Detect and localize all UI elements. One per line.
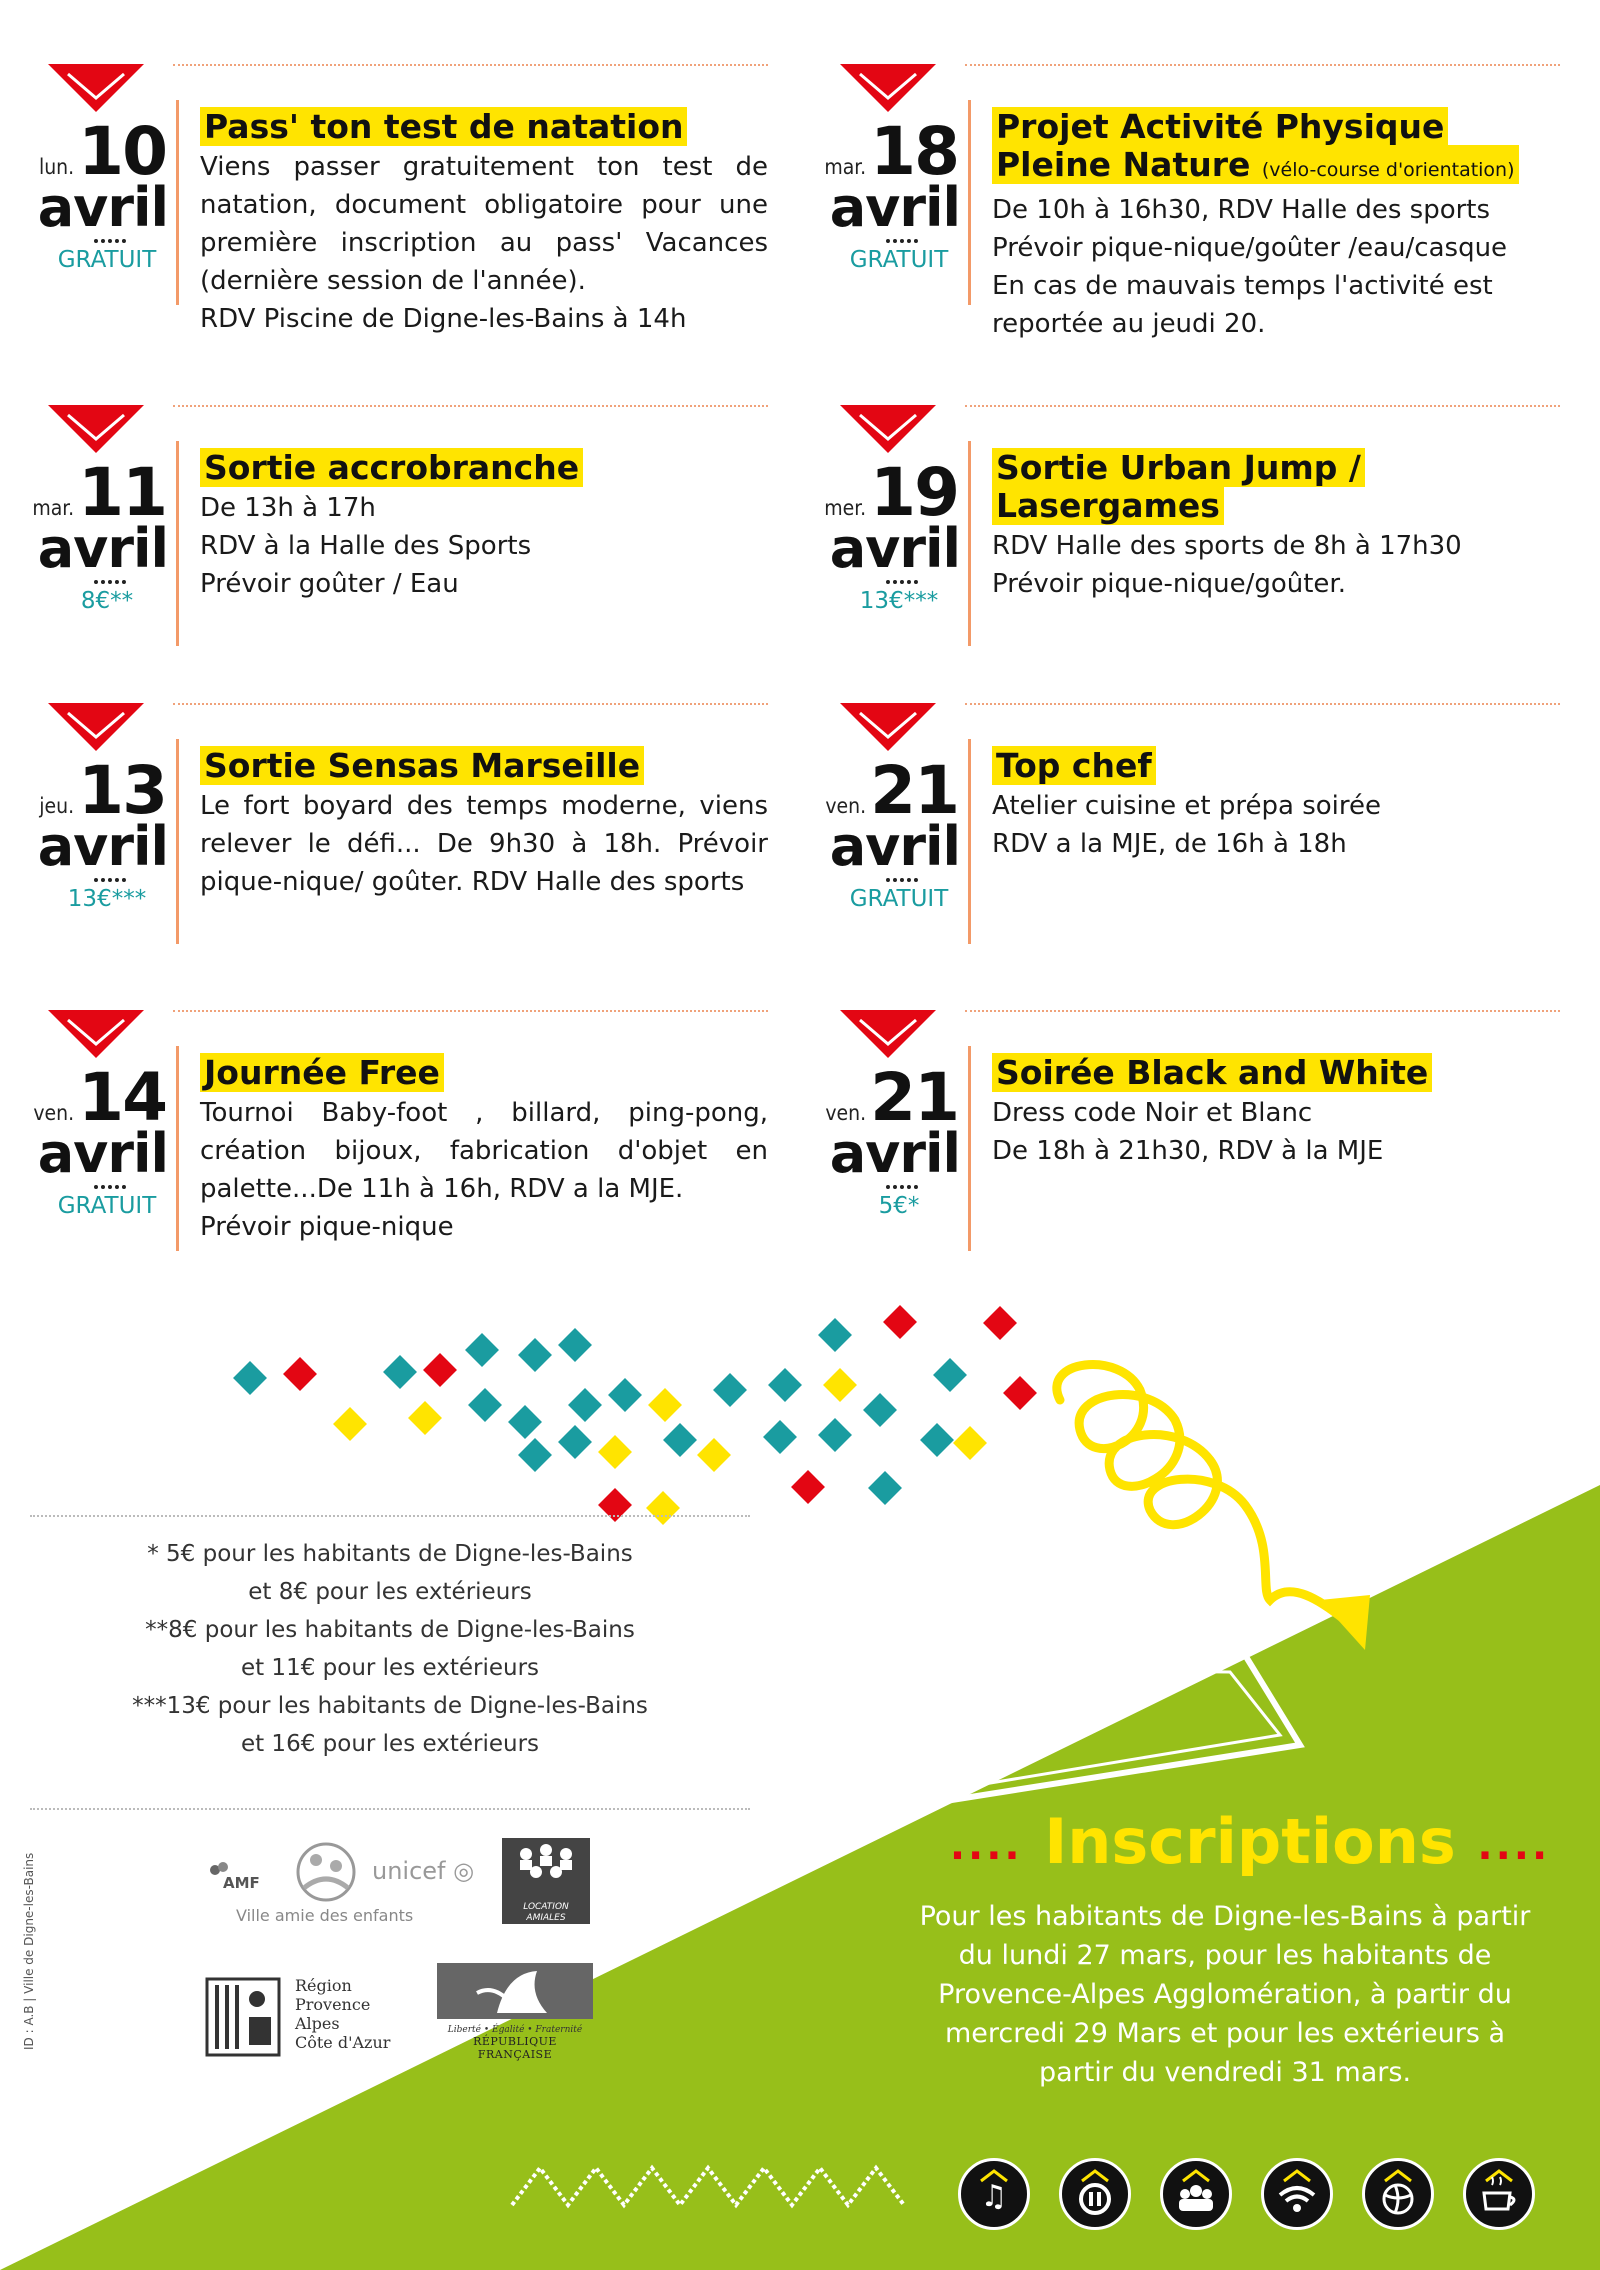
event-month: avril: [37, 1122, 168, 1185]
chevron-icon: [66, 413, 126, 441]
music-icon: [958, 2158, 1030, 2230]
child-logo: [290, 1840, 365, 1908]
event-card: [37, 64, 768, 334]
event-month: avril: [829, 517, 960, 580]
dotted-separator: [965, 703, 1560, 705]
event-title: [200, 107, 687, 146]
event-card: [824, 405, 1560, 645]
diamond-shape: [648, 1388, 682, 1422]
orange-rule: [968, 739, 971, 944]
event-content: [992, 747, 1560, 863]
chevron-icon: [858, 413, 918, 441]
chevron-icon: [858, 711, 918, 739]
event-description: Prévoir goûter / Eau: [200, 569, 459, 599]
diamond-shape: [468, 1388, 502, 1422]
svg-text:AMF: AMF: [223, 1874, 260, 1892]
orange-rule: [176, 739, 179, 944]
crowd-icon: [502, 1838, 590, 1898]
dot-separator: [94, 1185, 126, 1189]
event-description: De 18h à 21h30, RDV à la MJE: [992, 1136, 1384, 1166]
event-card: [825, 1010, 1560, 1250]
event-title: [992, 448, 1365, 525]
diamond-shape: [663, 1423, 697, 1457]
event-day: 14: [78, 1059, 166, 1136]
footnote-line: ***13€ pour les habitants de Digne-les-Bains: [132, 1693, 648, 1719]
diamond-shape: [558, 1425, 592, 1459]
dot-separator: [886, 580, 918, 584]
diamond-shape: [233, 1361, 267, 1395]
chevron-icon: [66, 711, 126, 739]
footnote-line: et 8€ pour les extérieurs: [248, 1579, 532, 1605]
dot-separator: [94, 580, 126, 584]
event-month: avril: [829, 1122, 960, 1185]
event-content: [200, 449, 768, 603]
event-description: RDV à la Halle des Sports: [200, 531, 532, 561]
diamond-pattern: [233, 1305, 1037, 1525]
region-line: Alpes: [295, 2014, 340, 2033]
event-description: Prévoir pique-nique/goûter /eau/casque: [992, 233, 1508, 263]
diamond-shape: [697, 1438, 731, 1472]
orange-rule: [968, 441, 971, 646]
event-description: Viens passer gratuitement ton test de natation, document obligatoire pour une première inscription au pass' Vacances (dernière session de l'année).: [200, 152, 768, 296]
diamond-shape: [763, 1420, 797, 1454]
diamond-shape: [953, 1426, 987, 1460]
diamond-shape: [713, 1373, 747, 1407]
diamond-shape: [920, 1423, 954, 1457]
divider: [30, 1808, 750, 1810]
event-card: [824, 64, 1560, 339]
red-dots-right: ....: [1477, 1822, 1551, 1869]
diamond-shape: [598, 1435, 632, 1469]
event-title-text: Soirée Black and White: [996, 1053, 1429, 1092]
event-price: 8€**: [80, 588, 134, 614]
dotted-separator: [173, 64, 768, 66]
group-icon: [1160, 2158, 1232, 2230]
event-subtitle: (vélo-course d'orientation): [1261, 159, 1515, 181]
event-weekday: mer.: [824, 496, 867, 520]
event-title: [200, 448, 583, 487]
region-logo: [205, 1977, 281, 2061]
event-price: 5€*: [878, 1193, 920, 1219]
diamond-shape: [768, 1368, 802, 1402]
event-card: [825, 703, 1560, 943]
chevron-icon: [66, 72, 126, 100]
dotted-separator: [173, 703, 768, 705]
marianne-icon: [437, 1963, 593, 2019]
orange-rule: [176, 100, 179, 305]
ball-icon: [1362, 2158, 1434, 2230]
event-day: 13: [78, 752, 166, 829]
event-description: De 13h à 17h: [200, 493, 376, 523]
orange-rule: [176, 441, 179, 646]
event-price: 13€***: [859, 588, 939, 614]
event-day: 18: [870, 113, 958, 190]
amf-icon: [205, 1858, 290, 1894]
diamond-shape: [933, 1358, 967, 1392]
event-description: RDV a la MJE, de 16h à 18h: [992, 829, 1347, 859]
dotted-separator: [173, 405, 768, 407]
event-description: Prévoir pique-nique: [200, 1212, 454, 1242]
event-title: [992, 746, 1156, 785]
region-crest-icon: [205, 1977, 281, 2057]
event-month: avril: [37, 815, 168, 878]
diamond-shape: [333, 1407, 367, 1441]
republique-logo: [437, 1963, 593, 2061]
spiral-arrow: [1057, 1365, 1345, 1620]
dot-separator: [886, 1185, 918, 1189]
diamond-shape: [465, 1333, 499, 1367]
republique-text: RÉPUBLIQUE FRANÇAISE: [473, 2035, 557, 2061]
event-description: Prévoir pique-nique/goûter.: [992, 569, 1346, 599]
event-price: GRATUIT: [849, 247, 949, 273]
event-price: 13€***: [67, 886, 147, 912]
event-title-text: Sortie accrobranche: [204, 448, 580, 487]
dotted-separator: [965, 64, 1560, 66]
event-weekday: lun.: [38, 155, 75, 179]
diamond-shape: [518, 1338, 552, 1372]
event-price: GRATUIT: [849, 886, 949, 912]
event-weekday: mar.: [32, 496, 75, 520]
diamond-shape: [383, 1355, 417, 1389]
event-title-text: Journée Free: [204, 1053, 440, 1092]
event-weekday: ven.: [33, 1101, 75, 1125]
orange-rule: [176, 1046, 179, 1251]
diamond-shape: [608, 1378, 642, 1412]
diamond-shape: [558, 1328, 592, 1362]
diamond-shape: [283, 1357, 317, 1391]
event-title: [200, 1053, 444, 1092]
unicef-logo: [372, 1857, 474, 1885]
inscriptions-title-block: [940, 1805, 1560, 1878]
diamond-shape: [823, 1368, 857, 1402]
event-day: 10: [78, 113, 166, 190]
diamond-shape: [1003, 1376, 1037, 1410]
chevron-icon: [66, 1018, 126, 1046]
event-content: [992, 449, 1560, 603]
diamond-shape: [983, 1306, 1017, 1340]
event-weekday: ven.: [825, 1101, 867, 1125]
event-day: 11: [78, 454, 166, 531]
diamond-shape: [883, 1305, 917, 1339]
chevron-icon: [858, 1018, 918, 1046]
event-day: 21: [870, 752, 958, 829]
diamond-shape: [863, 1393, 897, 1427]
event-content: [992, 1054, 1560, 1170]
event-card: [37, 703, 768, 943]
diamond-shape: [408, 1401, 442, 1435]
ville-amie-text: Ville amie des enfants: [236, 1906, 414, 1925]
coffee-icon: [1463, 2158, 1535, 2230]
event-card: [33, 1010, 768, 1250]
event-weekday: ven.: [825, 794, 867, 818]
footnote-line: et 11€ pour les extérieurs: [240, 1655, 540, 1681]
event-description: De 10h à 16h30, RDV Halle des sports: [992, 195, 1491, 225]
amf-logo: [205, 1858, 290, 1898]
chevron-icon: [858, 72, 918, 100]
dot-separator: [94, 239, 126, 243]
event-price: GRATUIT: [57, 1193, 157, 1219]
event-title-text: Sortie Sensas Marseille: [204, 746, 641, 785]
event-description: RDV Halle des sports de 8h à 17h30: [992, 531, 1462, 561]
diamond-shape: [508, 1405, 542, 1439]
inscriptions-title: Inscriptions: [1044, 1805, 1456, 1878]
event-content: [200, 1054, 768, 1246]
event-month: avril: [37, 176, 168, 239]
region-line: Région: [295, 1976, 352, 1995]
event-title-text: Projet Activité Physique Pleine Nature: [996, 107, 1445, 184]
dotted-separator: [965, 1010, 1560, 1012]
event-month: avril: [829, 815, 960, 878]
event-price: GRATUIT: [57, 247, 157, 273]
footnotes: [100, 1535, 680, 1763]
dot-separator: [94, 878, 126, 882]
event-description: Atelier cuisine et prépa soirée: [992, 791, 1381, 821]
footnote-line: * 5€ pour les habitants de Digne-les-Bains: [147, 1541, 633, 1567]
event-title-text: Sortie Urban Jump / Lasergames: [996, 448, 1361, 525]
diamond-shape: [646, 1491, 680, 1525]
region-line: Côte d'Azur: [295, 2033, 391, 2052]
coin-icon: [1059, 2158, 1131, 2230]
event-description: En cas de mauvais temps l'activité est reportée au jeudi 20.: [992, 271, 1493, 339]
globe-icon: ◎: [445, 1857, 475, 1885]
diamond-shape: [568, 1388, 602, 1422]
event-content: [200, 108, 768, 338]
event-day: 19: [870, 454, 958, 531]
event-description: Dress code Noir et Blanc: [992, 1098, 1313, 1128]
event-title: [200, 746, 644, 785]
event-content: [992, 108, 1560, 343]
children-icon: [290, 1840, 365, 1904]
diamond-shape: [818, 1318, 852, 1352]
footnote-line: et 16€ pour les extérieurs: [240, 1731, 540, 1757]
event-description: Le fort boyard des temps moderne, viens relever le défi... De 9h30 à 18h. Prévoir pique-nique/ goûter. RDV Halle des sports: [200, 791, 768, 897]
region-line: Provence: [295, 1995, 371, 2014]
red-dots-left: ....: [949, 1822, 1023, 1869]
event-description: RDV Piscine de Digne-les-Bains à 14h: [200, 304, 687, 334]
event-title: [992, 107, 1519, 184]
unicef-text: unicef: [372, 1857, 446, 1885]
footnote-line: **8€ pour les habitants de Digne-les-Bains: [145, 1617, 635, 1643]
orange-rule: [968, 1046, 971, 1251]
wifi-icon: [1261, 2158, 1333, 2230]
orange-rule: [968, 100, 971, 305]
location-text: LOCATION AMIALES: [523, 1902, 569, 1923]
credit-text: ID : A.B | Ville de Digne-les-Bains: [22, 1852, 36, 2050]
dot-separator: [886, 239, 918, 243]
event-month: avril: [37, 517, 168, 580]
dotted-separator: [965, 405, 1560, 407]
diamond-shape: [423, 1353, 457, 1387]
diamond-shape: [868, 1471, 902, 1505]
event-day: 21: [870, 1059, 958, 1136]
event-title-text: Top chef: [996, 746, 1152, 785]
inscriptions-text: Pour les habitants de Digne-les-Bains à partir du lundi 27 mars, pour les habitants de Provence-Alpes Agglomération, à partir du mercredi 29 Mars et pour les extérieurs à partir du vendredi 31 mars.: [919, 1901, 1531, 2088]
diamond-shape: [818, 1418, 852, 1452]
divider: [30, 1515, 750, 1517]
event-description: Tournoi Baby-foot , billard, ping-pong, création bijoux, fabrication d'objet en palette...De 11h à 16h, RDV a la MJE.: [200, 1098, 768, 1204]
republique-motto: Liberté • Égalité • Fraternité: [447, 2025, 583, 2035]
dotted-separator: [173, 1010, 768, 1012]
event-month: avril: [829, 176, 960, 239]
event-card: [32, 405, 768, 645]
svg-text:♫: ♫: [980, 2179, 1008, 2214]
event-title: [992, 1053, 1432, 1092]
event-weekday: jeu.: [39, 794, 75, 818]
event-content: [200, 747, 768, 901]
location-logo: [502, 1838, 590, 1924]
region-text: [295, 1976, 390, 2052]
event-title-text: Pass' ton test de natation: [204, 107, 684, 146]
diamond-shape: [518, 1438, 552, 1472]
dot-separator: [886, 878, 918, 882]
event-weekday: mar.: [824, 155, 867, 179]
diamond-shape: [791, 1470, 825, 1504]
